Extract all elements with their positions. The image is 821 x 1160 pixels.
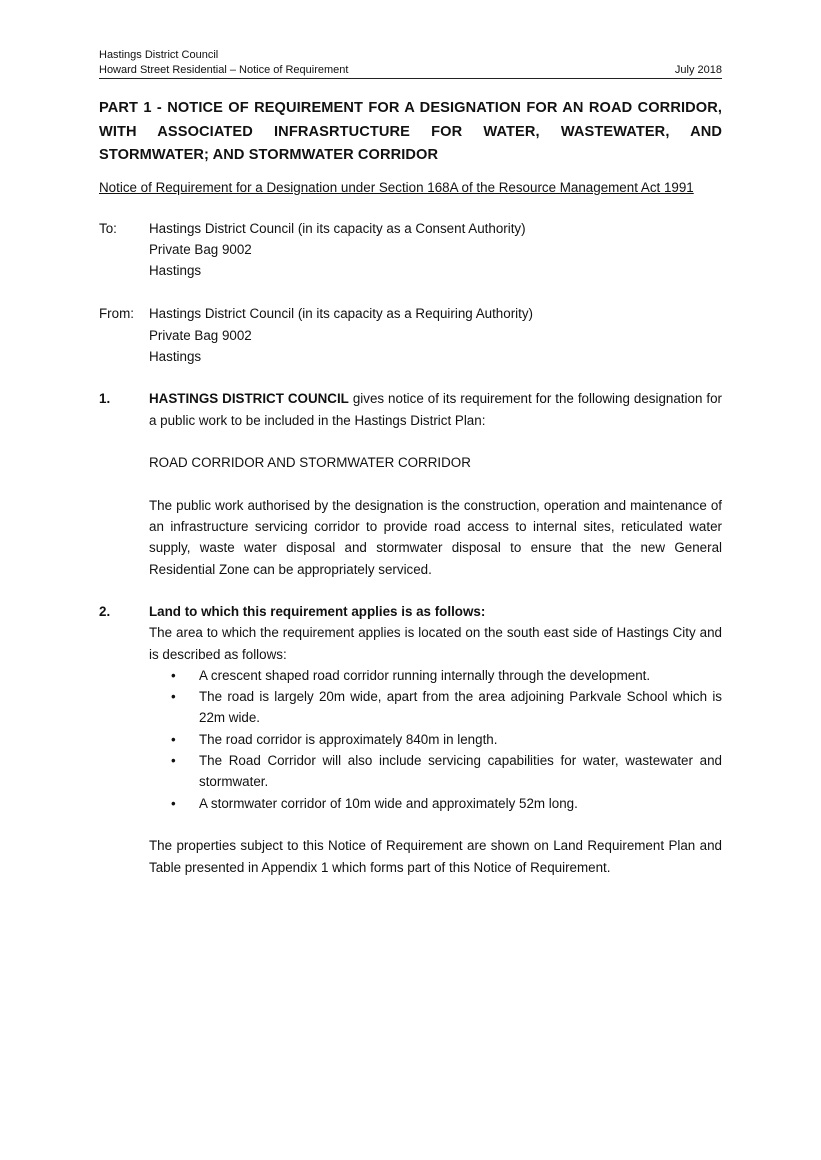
- section-2-closing: The properties subject to this Notice of Requirement are shown on Land Requirement Plan and Table presented in Appendix 1 which forms part of this Notice of Requirement.: [149, 838, 722, 875]
- section-body: [149, 388, 722, 580]
- section-number: 2.: [99, 603, 111, 619]
- bullet-icon: [149, 793, 199, 814]
- address-line: Hastings District Council (in its capacity as a Requiring Authority): [149, 306, 534, 322]
- document-subtitle: Notice of Requirement for a Designation under Section 168A of the Resource Management Act 1991: [99, 179, 694, 195]
- header-org: Hastings District Council: [99, 49, 219, 61]
- bullet-icon: [149, 750, 199, 793]
- header-doc-title: Howard Street Residential – Notice of Requirement: [99, 64, 349, 76]
- section-1-lead: [149, 388, 722, 431]
- bullet-icon: [149, 729, 199, 750]
- to-block: [99, 218, 722, 282]
- council-name: HASTINGS DISTRICT COUNCIL: [149, 391, 349, 407]
- header-date: July 2018: [674, 64, 722, 76]
- address-line: Hastings: [149, 348, 202, 364]
- section-2: [99, 601, 722, 878]
- list-item: • The road is largely 20m wide, apart from the area adjoining Parkvale School which is 22m wide.: [149, 686, 722, 729]
- header-row: [99, 63, 722, 79]
- lead-text: gives notice of its requirement for the following designation for a public work to be included in the Hastings District Plan:: [149, 391, 722, 428]
- designation-name: ROAD CORRIDOR AND STORMWATER CORRIDOR: [149, 455, 471, 471]
- bullet-icon: [149, 665, 199, 686]
- document-page: [99, 48, 722, 878]
- section-2-intro: The area to which the requirement applies is located on the south east side of Hastings City and is described as follows:: [149, 625, 722, 662]
- from-block: [99, 303, 722, 367]
- list-item: • A crescent shaped road corridor running internally through the development.: [149, 665, 722, 686]
- address-line: Hastings: [149, 263, 202, 279]
- list-item: • The Road Corridor will also include servicing capabilities for water, wastewater and stormwater.: [149, 750, 722, 793]
- to-address: [149, 218, 526, 282]
- from-label: From:: [99, 306, 134, 322]
- address-line: Private Bag 9002: [149, 327, 252, 343]
- section-2-heading: Land to which this requirement applies is as follows:: [149, 603, 486, 619]
- from-address: [149, 303, 533, 367]
- page-header: [99, 48, 722, 79]
- bullet-list: [149, 665, 722, 814]
- to-label: To:: [99, 220, 117, 236]
- section-1: [99, 388, 722, 580]
- bullet-icon: [149, 686, 199, 729]
- address-line: Private Bag 9002: [149, 241, 252, 257]
- section-number: 1.: [99, 391, 111, 407]
- document-title: PART 1 - NOTICE OF REQUIREMENT FOR A DESIGNATION FOR AN ROAD CORRIDOR, WITH ASSOCIATED INFRASRTUCTURE FOR WATER, WASTEWATER, AND STORMWATER; AND STORMWATER CORRIDOR: [99, 100, 722, 163]
- designation-description: The public work authorised by the designation is the construction, operation and maintenance of an infrastructure servicing corridor to provide road access to internal sites, reticulated water supply, waste water disposal and stormwater disposal to ensure that the new General Residential Zone can be appropriately serviced.: [149, 497, 722, 577]
- list-item: • A stormwater corridor of 10m wide and approximately 52m long.: [149, 793, 722, 814]
- list-item: • The road corridor is approximately 840m in length.: [149, 729, 722, 750]
- section-body: [149, 601, 722, 878]
- address-line: Hastings District Council (in its capacity as a Consent Authority): [149, 220, 526, 236]
